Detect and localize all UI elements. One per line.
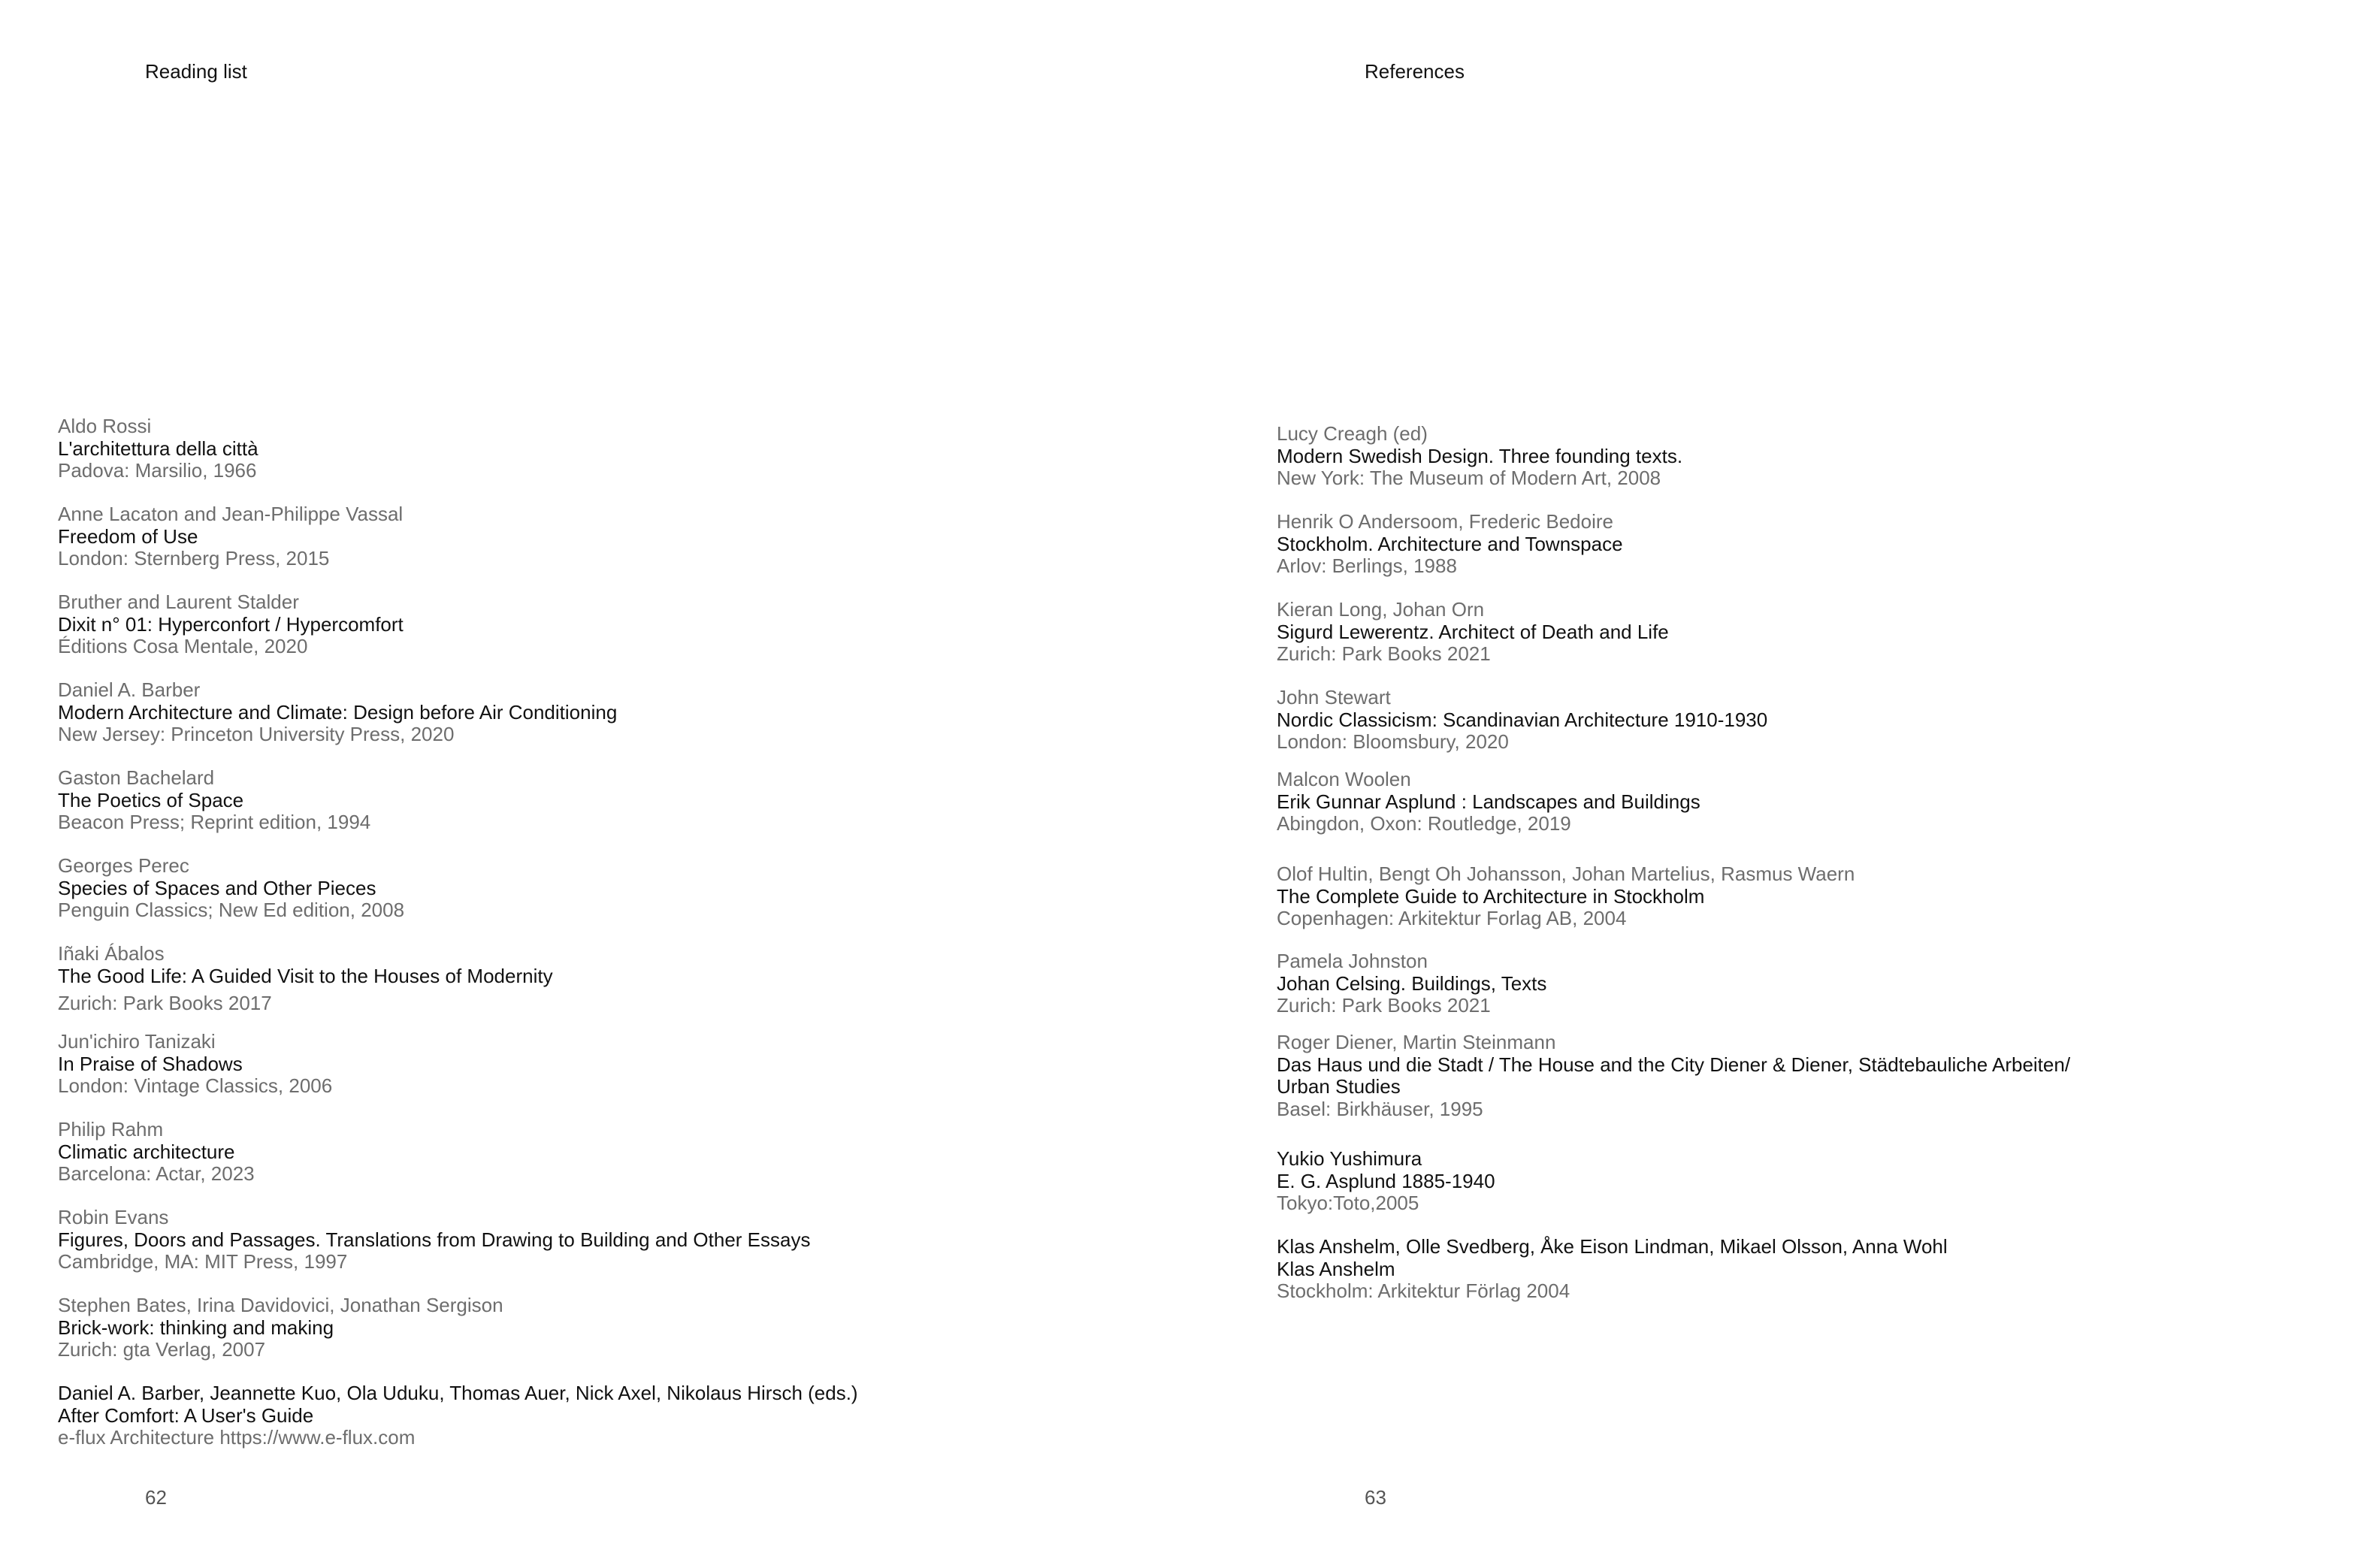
entry-title: Erik Gunnar Asplund : Landscapes and Buildings xyxy=(1277,790,1700,813)
reading-list-entry xyxy=(58,503,403,570)
entry-publication: Abingdon, Oxon: Routledge, 2019 xyxy=(1277,812,1571,835)
reading-list-entry xyxy=(58,1295,503,1361)
entry-publication: New York: The Museum of Modern Art, 2008 xyxy=(1277,467,1661,489)
reading-list-entry xyxy=(58,1382,858,1449)
entry-publication: Éditions Cosa Mentale, 2020 xyxy=(58,635,308,657)
entry-publication: Basel: Birkhäuser, 1995 xyxy=(1277,1097,1483,1120)
entry-author: Bruther and Laurent Stalder xyxy=(58,591,299,613)
entry-author: Yukio Yushimura xyxy=(1277,1147,1422,1170)
page-number: 63 xyxy=(1365,1486,1386,1509)
entry-publication: London: Sternberg Press, 2015 xyxy=(58,547,330,569)
entry-author: Henrik O Andersoom, Frederic Bedoire xyxy=(1277,510,1613,533)
reference-entry xyxy=(1277,1148,1495,1215)
entry-title: Freedom of Use xyxy=(58,524,198,548)
entry-title: After Comfort: A User's Guide xyxy=(58,1403,314,1427)
entry-title: In Praise of Shadows xyxy=(58,1052,243,1075)
reading-list-entry xyxy=(58,415,258,482)
right-page xyxy=(1184,0,2367,1568)
entry-title: The Complete Guide to Architecture in Stockholm xyxy=(1277,884,1705,908)
entry-publication: Zurich: Park Books 2021 xyxy=(1277,994,1491,1017)
entry-author: Gaston Bachelard xyxy=(58,766,215,789)
reading-list-entry xyxy=(58,679,617,746)
entry-author: Jun'ichiro Tanizaki xyxy=(58,1030,216,1053)
entry-title: Modern Swedish Design. Three founding texts. xyxy=(1277,444,1683,467)
entry-title: Johan Celsing. Buildings, Texts xyxy=(1277,971,1547,995)
entry-title: Dixit n° 01: Hyperconfort / Hypercomfort xyxy=(58,612,404,636)
entry-publication: Cambridge, MA: MIT Press, 1997 xyxy=(58,1250,348,1273)
entry-author: Lucy Creagh (ed) xyxy=(1277,422,1428,445)
reading-list-entry xyxy=(58,943,553,1015)
entry-title: Figures, Doors and Passages. Translations from Drawing to Building and Other Essays xyxy=(58,1228,811,1251)
entry-title: Das Haus und die Stadt / The House and the City Diener & Diener, Städtebauliche Arbeiten/ Urban Studies xyxy=(1277,1053,2071,1098)
entry-publication: Arlov: Berlings, 1988 xyxy=(1277,554,1457,577)
entry-title: E. G. Asplund 1885-1940 xyxy=(1277,1169,1495,1192)
entry-author: Malcon Woolen xyxy=(1277,768,1411,790)
reference-entry xyxy=(1277,863,1855,930)
entry-title: L'architettura della città xyxy=(58,437,258,460)
entry-title: The Good Life: A Guided Visit to the Houses of Modernity xyxy=(58,964,553,987)
entry-author: Iñaki Ábalos xyxy=(58,942,165,965)
entry-publication: London: Vintage Classics, 2006 xyxy=(58,1074,333,1097)
entry-title: Klas Anshelm xyxy=(1277,1257,1395,1280)
entry-title: Modern Architecture and Climate: Design before Air Conditioning xyxy=(58,700,618,724)
reading-list-entry xyxy=(58,767,370,834)
entry-publication: Copenhagen: Arkitektur Forlag AB, 2004 xyxy=(1277,907,1627,929)
reference-entry xyxy=(1277,1236,1948,1303)
entry-publication: Zurich: Park Books 2017 xyxy=(58,992,272,1014)
entry-author: Robin Evans xyxy=(58,1206,169,1228)
entry-publication: Zurich: Park Books 2021 xyxy=(1277,642,1491,665)
entry-publication: Beacon Press; Reprint edition, 1994 xyxy=(58,811,371,833)
page-header: Reading list xyxy=(145,60,247,83)
entry-author: Roger Diener, Martin Steinmann xyxy=(1277,1031,1556,1053)
reading-list-entry xyxy=(58,591,404,658)
entry-author: Daniel A. Barber xyxy=(58,678,201,701)
entry-title: The Poetics of Space xyxy=(58,788,244,811)
reading-list-entry xyxy=(58,1207,810,1273)
reference-entry xyxy=(1277,1032,2118,1120)
entry-title: Climatic architecture xyxy=(58,1140,235,1163)
entry-author: Georges Perec xyxy=(58,854,189,877)
entry-publication: New Jersey: Princeton University Press, 2020 xyxy=(58,723,455,745)
entry-publication: Zurich: gta Verlag, 2007 xyxy=(58,1338,266,1361)
reading-list-entry xyxy=(58,855,404,922)
entry-author: Daniel A. Barber, Jeannette Kuo, Ola Uduku, Thomas Auer, Nick Axel, Nikolaus Hirsch (eds.) xyxy=(58,1382,858,1404)
entry-publication: Barcelona: Actar, 2023 xyxy=(58,1162,255,1185)
entry-title: Species of Spaces and Other Pieces xyxy=(58,876,376,899)
entry-author: Anne Lacaton and Jean-Philippe Vassal xyxy=(58,503,404,525)
entry-author: Philip Rahm xyxy=(58,1118,164,1141)
page-number: 62 xyxy=(145,1486,167,1509)
entry-publication: e-flux Architecture https://www.e-flux.com xyxy=(58,1426,416,1449)
entry-author: Stephen Bates, Irina Davidovici, Jonathan Sergison xyxy=(58,1294,503,1316)
reference-entry xyxy=(1277,687,1767,754)
entry-publication: Padova: Marsilio, 1966 xyxy=(58,459,257,482)
reference-entry xyxy=(1277,769,1700,835)
entry-title: Stockholm. Architecture and Townspace xyxy=(1277,532,1623,555)
entry-publication: Stockholm: Arkitektur Förlag 2004 xyxy=(1277,1279,1570,1302)
entry-author: Kieran Long, Johan Orn xyxy=(1277,598,1485,621)
entry-author: John Stewart xyxy=(1277,686,1391,708)
page-header: References xyxy=(1365,60,1465,83)
reference-entry xyxy=(1277,511,1623,578)
entry-title: Brick-work: thinking and making xyxy=(58,1316,334,1339)
entry-author: Pamela Johnston xyxy=(1277,950,1428,972)
entry-title: Nordic Classicism: Scandinavian Architecture 1910-1930 xyxy=(1277,708,1768,731)
reading-list-entry xyxy=(58,1119,255,1186)
entry-title: Sigurd Lewerentz. Architect of Death and Life xyxy=(1277,620,1669,643)
entry-author: Olof Hultin, Bengt Oh Johansson, Johan Martelius, Rasmus Waern xyxy=(1277,863,1855,885)
entry-author: Aldo Rossi xyxy=(58,415,152,437)
entry-author: Klas Anshelm, Olle Svedberg, Åke Eison Lindman, Mikael Olsson, Anna Wohl xyxy=(1277,1235,1948,1258)
entry-publication: London: Bloomsbury, 2020 xyxy=(1277,730,1509,753)
reference-entry xyxy=(1277,599,1669,666)
reference-entry xyxy=(1277,950,1546,1017)
entry-publication: Penguin Classics; New Ed edition, 2008 xyxy=(58,899,405,921)
reference-entry xyxy=(1277,423,1682,490)
entry-publication: Tokyo:Toto,2005 xyxy=(1277,1192,1419,1214)
reading-list-entry xyxy=(58,1031,332,1098)
